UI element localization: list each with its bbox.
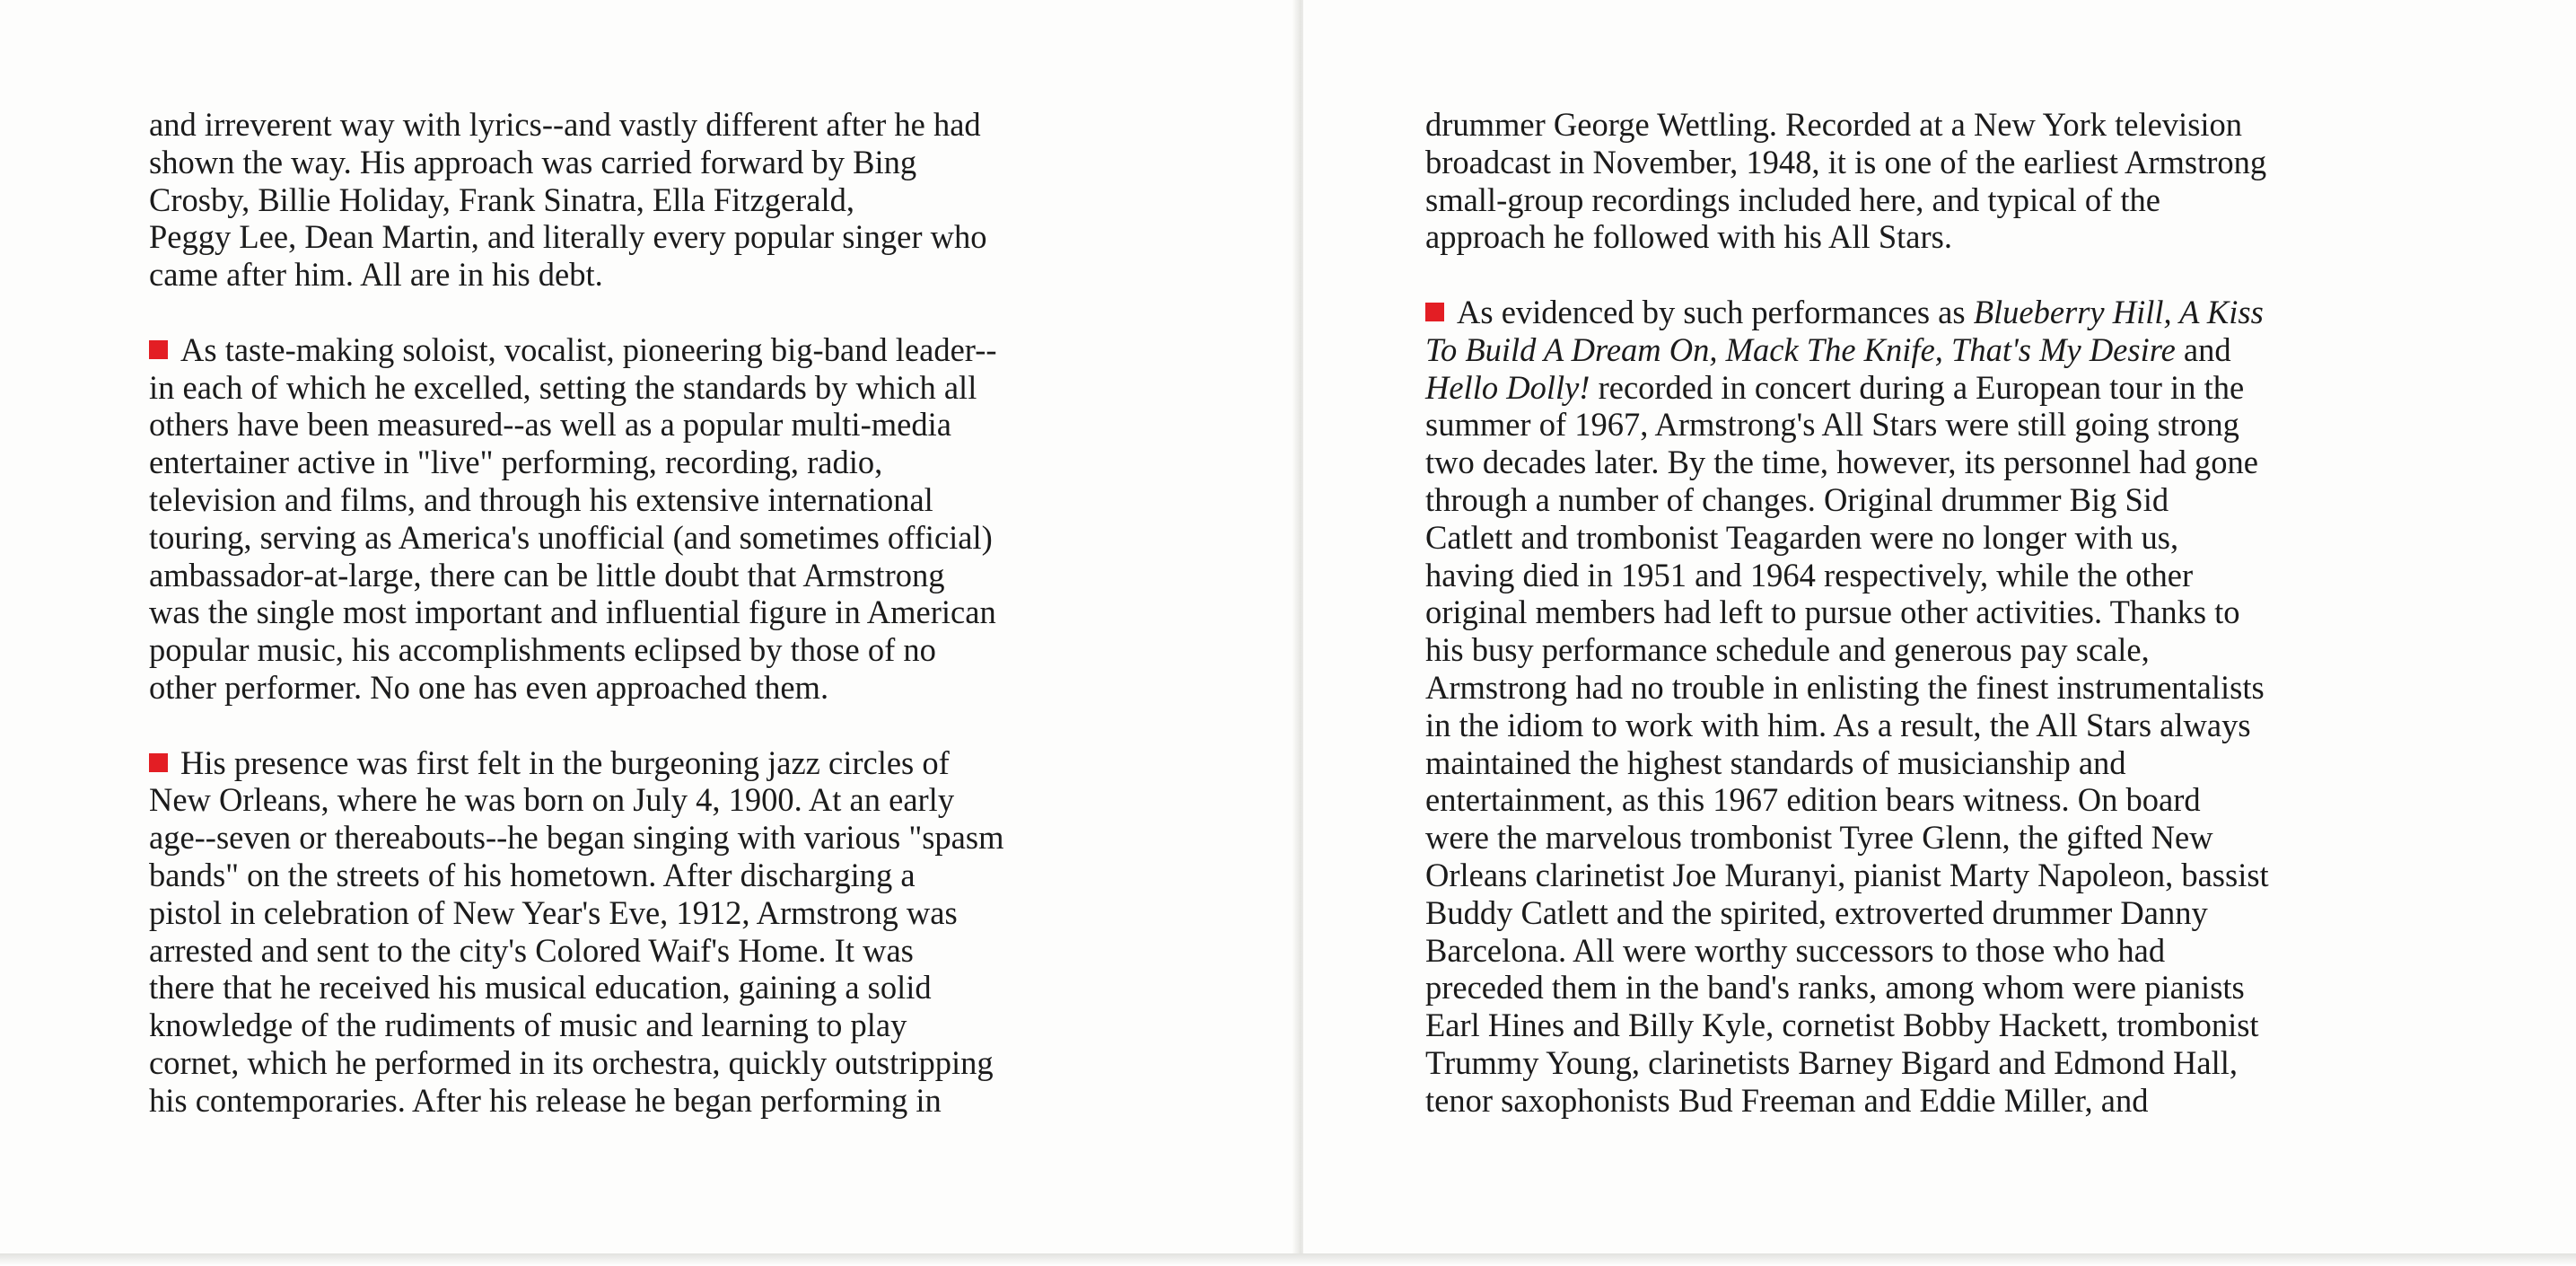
text-line: his busy performance schedule and generous pay scale, bbox=[1425, 631, 2150, 669]
text-segment: and bbox=[2175, 330, 2231, 368]
text-line: preceded them in the band's ranks, among whom were pianists bbox=[1425, 969, 2245, 1007]
text-line: television and films, and through his extensive international bbox=[149, 480, 933, 518]
text-line: came after him. All are in his debt. bbox=[149, 256, 603, 294]
text-line bbox=[1425, 331, 2493, 369]
text-line: summer of 1967, Armstrong's All Stars were still going strong bbox=[1425, 406, 2239, 444]
left-page bbox=[0, 0, 1297, 1257]
paragraph bbox=[1425, 106, 2493, 256]
text-line bbox=[1425, 294, 2493, 331]
text-line: Earl Hines and Billy Kyle, cornetist Bobby Hackett, trombonist bbox=[1425, 1007, 2259, 1044]
text-line-content: His presence was first felt in the burgeoning jazz circles of bbox=[180, 743, 950, 781]
text-segment: As evidenced by such performances as bbox=[1457, 293, 1974, 330]
text-line: entertainment, as this 1967 edition bears witness. On board bbox=[1425, 781, 2201, 819]
paragraph-spacer bbox=[1425, 256, 2493, 294]
text-line: were the marvelous trombonist Tyree Glenn, the gifted New bbox=[1425, 819, 2213, 857]
text-line: Peggy Lee, Dean Martin, and literally every popular singer who bbox=[149, 218, 987, 256]
text-line: New Orleans, where he was born on July 4, 1900. At an early bbox=[149, 781, 955, 819]
text-line: and irreverent way with lyrics--and vastly different after he had bbox=[149, 106, 981, 143]
red-square-bullet-icon bbox=[149, 753, 168, 772]
text-line: in each of which he excelled, setting the standards by which all bbox=[149, 368, 977, 406]
text-line: two decades later. By the time, however, its personnel had gone bbox=[1425, 444, 2259, 481]
text-line-content: As taste-making soloist, vocalist, pioneering big-band leader-- bbox=[180, 330, 997, 368]
text-line: Armstrong had no trouble in enlisting the finest instrumentalists bbox=[1425, 668, 2265, 706]
text-line: bands" on the streets of his hometown. After discharging a bbox=[149, 856, 916, 893]
text-line: popular music, his accomplishments eclipsed by those of no bbox=[149, 631, 936, 669]
text-line: ambassador-at-large, there can be little doubt that Armstrong bbox=[149, 556, 945, 593]
text-line: tenor saxophonists Bud Freeman and Eddie Miller, and bbox=[1425, 1081, 2149, 1119]
text-line: broadcast in November, 1948, it is one of the earliest Armstrong bbox=[1425, 143, 2267, 180]
red-square-bullet-icon bbox=[1425, 303, 1444, 321]
red-square-bullet-icon bbox=[149, 340, 168, 359]
text-line: knowledge of the rudiments of music and learning to play bbox=[149, 1007, 907, 1044]
text-line: other performer. No one has even approached them. bbox=[149, 668, 829, 706]
text-line: drummer George Wettling. Recorded at a New York television bbox=[1425, 106, 2243, 143]
text-line: Catlett and trombonist Teagarden were no longer with us, bbox=[1425, 518, 2179, 556]
paragraph-spacer bbox=[149, 707, 1249, 744]
paragraph bbox=[149, 331, 1249, 707]
text-line: cornet, which he performed in its orchestra, quickly outstripping bbox=[149, 1043, 994, 1081]
text-line: through a number of changes. Original drummer Big Sid bbox=[1425, 480, 2169, 518]
text-line bbox=[1425, 369, 2493, 407]
text-line: touring, serving as America's unofficial (and sometimes official) bbox=[149, 518, 993, 556]
song-titles: To Build A Dream On, Mack The Knife, That's My Desire bbox=[1425, 330, 2176, 368]
paragraph-spacer bbox=[149, 294, 1249, 331]
text-line: small-group recordings included here, and typical of the bbox=[1425, 180, 2160, 218]
text-line: Barcelona. All were worthy successors to those who had bbox=[1425, 931, 2166, 969]
text-line: shown the way. His approach was carried forward by Bing bbox=[149, 143, 917, 180]
left-text-column bbox=[149, 106, 1249, 1120]
text-line: approach he followed with his All Stars. bbox=[1425, 218, 1952, 256]
text-line: Orleans clarinetist Joe Muranyi, pianist Marty Napoleon, bassist bbox=[1425, 856, 2269, 893]
text-line: arrested and sent to the city's Colored Waif's Home. It was bbox=[149, 931, 914, 969]
paragraph bbox=[1425, 294, 2493, 1120]
paragraph bbox=[149, 106, 1249, 294]
text-line: his contemporaries. After his release he began performing in bbox=[149, 1081, 942, 1119]
text-line: pistol in celebration of New Year's Eve, 1912, Armstrong was bbox=[149, 893, 958, 931]
song-title: Hello Dolly! bbox=[1425, 368, 1590, 406]
text-line: Crosby, Billie Holiday, Frank Sinatra, Ella Fitzgerald, bbox=[149, 180, 854, 218]
text-line: original members had left to pursue other activities. Thanks to bbox=[1425, 593, 2240, 631]
text-line: maintained the highest standards of musicianship and bbox=[1425, 743, 2126, 781]
text-line bbox=[149, 331, 1249, 369]
song-titles: Blueberry Hill, A Kiss bbox=[1973, 293, 2264, 330]
page-bottom-edge bbox=[0, 1253, 2576, 1266]
text-line bbox=[149, 744, 1249, 782]
text-segment: recorded in concert during a European tour in the bbox=[1590, 368, 2245, 406]
text-line: others have been measured--as well as a popular multi-media bbox=[149, 406, 951, 444]
text-line: entertainer active in "live" performing, recording, radio, bbox=[149, 444, 883, 481]
text-line: age--seven or thereabouts--he began singing with various "spasm bbox=[149, 819, 1004, 857]
text-line: Trummy Young, clarinetists Barney Bigard and Edmond Hall, bbox=[1425, 1043, 2239, 1081]
paragraph bbox=[149, 744, 1249, 1120]
text-line: Buddy Catlett and the spirited, extroverted drummer Danny bbox=[1425, 893, 2208, 931]
text-line: in the idiom to work with him. As a result, the All Stars always bbox=[1425, 706, 2251, 743]
text-line: there that he received his musical education, gaining a solid bbox=[149, 969, 932, 1007]
right-text-column bbox=[1425, 106, 2493, 1120]
text-line: having died in 1951 and 1964 respectively, while the other bbox=[1425, 556, 2194, 593]
text-line: was the single most important and influential figure in American bbox=[149, 593, 996, 631]
